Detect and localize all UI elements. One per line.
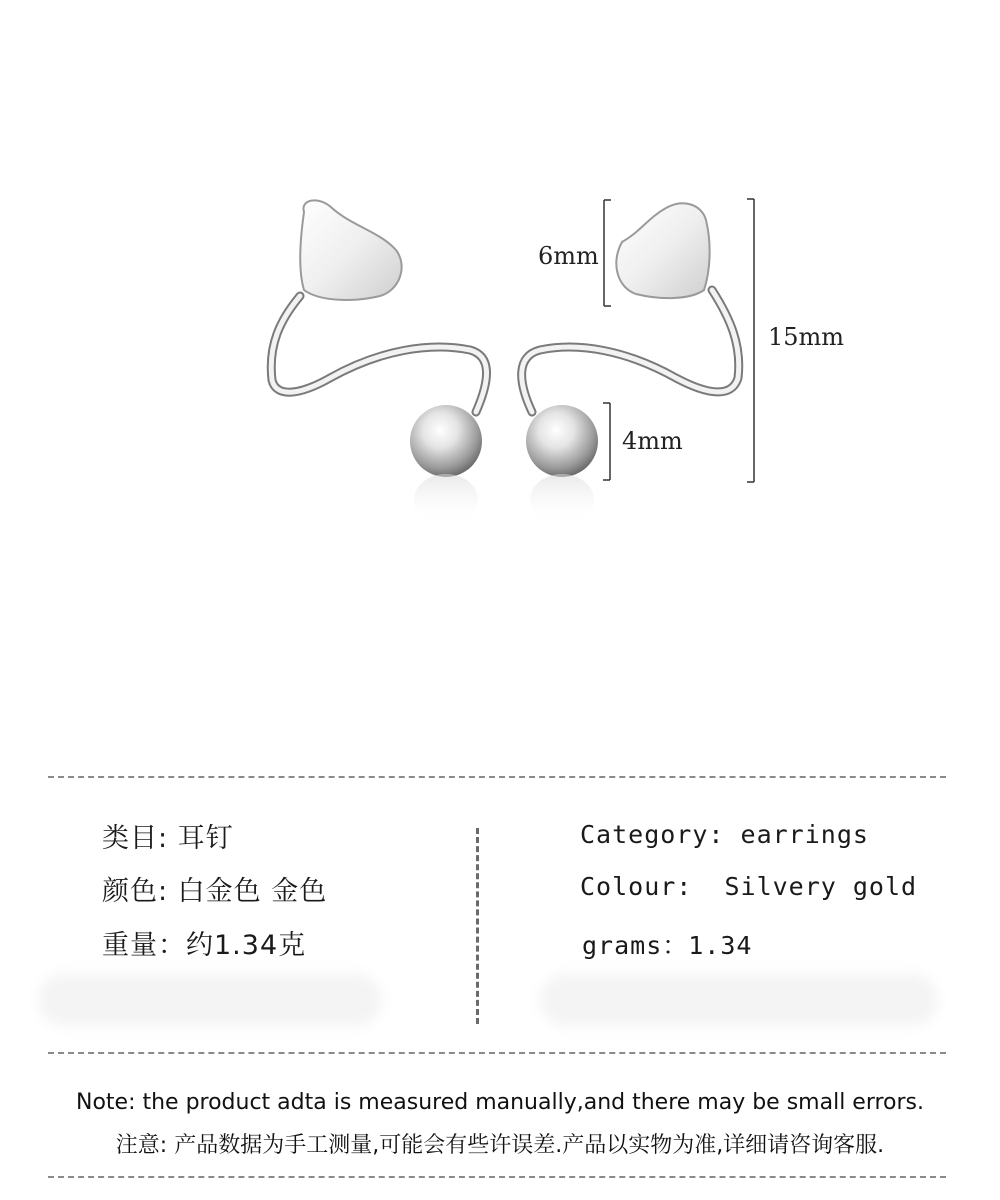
category-en: Category: earrings: [580, 820, 869, 849]
middle-divider: [48, 1052, 946, 1054]
note-en: Note: the product adta is measured manually,and there may be small errors.: [75, 1090, 925, 1115]
dimension-total-bracket: [747, 199, 754, 482]
weight-en: grams：1.34: [582, 931, 753, 960]
blurred-background-right: [540, 974, 938, 1026]
dimension-ball-bracket: [603, 403, 610, 480]
category-cn: 类目: 耳钉: [102, 823, 234, 854]
colour-en: Colour: Silvery gold: [580, 872, 918, 901]
total-size-label: 15mm: [768, 323, 845, 351]
left-earring: [271, 200, 486, 526]
weight-cn: 重量：约1.34克: [102, 930, 307, 961]
dimension-heart-bracket: [604, 200, 611, 306]
blurred-background-left: [38, 974, 382, 1026]
heart-size-label: 6mm: [538, 242, 599, 270]
colour-cn: 颜色: 白金色 金色: [102, 876, 328, 907]
ball-size-label: 4mm: [622, 427, 683, 455]
note-cn: 注意: 产品数据为手工测量,可能会有些许误差.产品以实物为准,详细请咨询客服.: [115, 1133, 885, 1158]
bottom-divider: [48, 1176, 946, 1178]
top-divider: [48, 776, 946, 778]
vertical-divider: [476, 828, 479, 1024]
